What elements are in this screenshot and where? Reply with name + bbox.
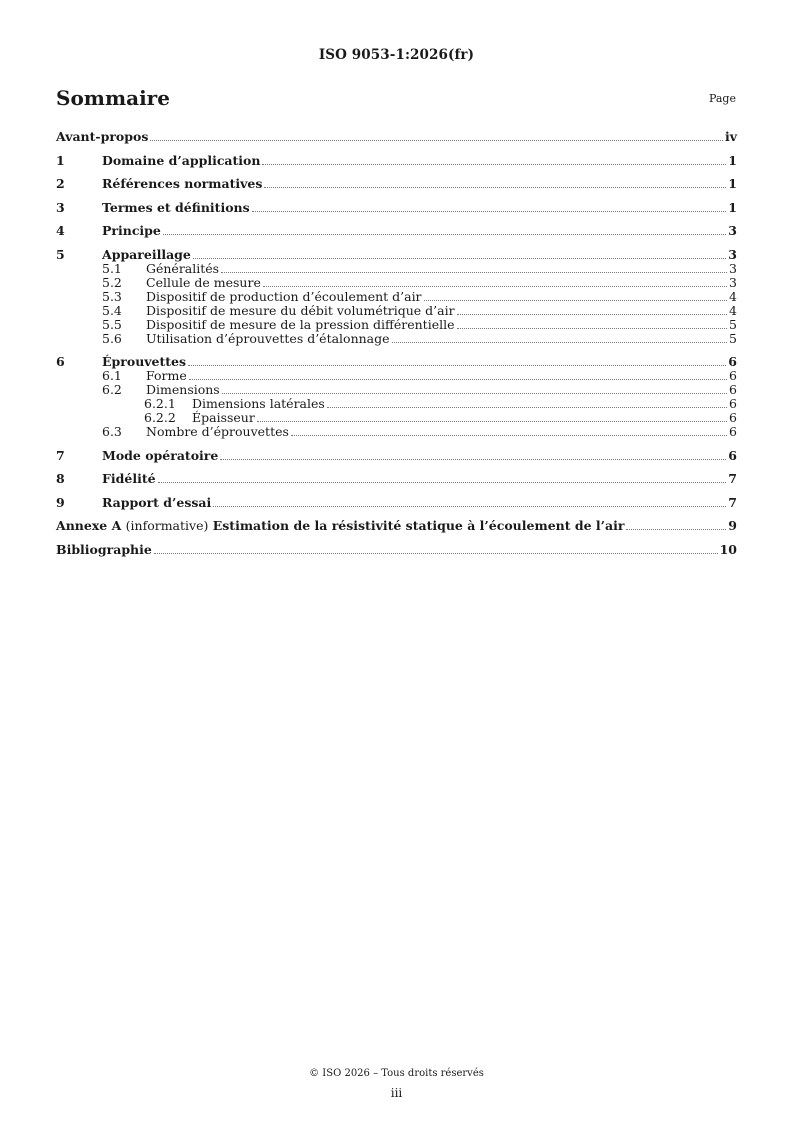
toc-entry-page: 3 <box>729 260 737 276</box>
toc-entry-number: 9 <box>56 494 65 510</box>
dot-leader <box>263 285 727 287</box>
toc-entry-7[interactable] <box>56 449 737 463</box>
toc-entry-page: 7 <box>728 471 737 486</box>
toc-entry-number: 5.4 <box>102 302 122 318</box>
dot-leader <box>158 481 727 483</box>
toc-entry-5-6[interactable] <box>56 332 737 346</box>
toc-entry-page: 6 <box>729 368 737 383</box>
toc-title: Sommaire <box>56 86 170 110</box>
toc-entry-page: 3 <box>728 223 737 238</box>
toc-entry-5-1[interactable] <box>56 262 737 276</box>
toc-entry-title: Dimensions latérales <box>192 396 325 411</box>
toc-entry-page: 1 <box>728 152 737 168</box>
toc-entry-page: 6 <box>729 424 737 439</box>
toc-entry-title: Bibliographie <box>56 541 152 557</box>
toc-entry-number: 6.2.2 <box>144 410 176 425</box>
toc-entry-title: Dispositif de mesure de la pression différentielle <box>146 316 455 332</box>
toc-entry-6-2[interactable] <box>56 383 737 397</box>
dot-leader <box>154 552 718 554</box>
table-of-contents <box>56 130 737 557</box>
dot-leader <box>221 271 727 273</box>
annex-note: (informative) <box>125 518 209 533</box>
dot-leader <box>457 327 728 329</box>
toc-entry-page: 5 <box>729 316 737 332</box>
dot-leader <box>424 299 728 301</box>
toc-entry-title: Nombre d’éprouvettes <box>146 424 289 439</box>
toc-entry-title: Éprouvettes <box>102 354 187 369</box>
dot-leader <box>222 392 727 394</box>
toc-entry-2[interactable] <box>56 177 737 191</box>
dot-leader <box>213 505 726 507</box>
toc-entry-number: 6.2.1 <box>144 396 176 411</box>
toc-entry-6-3[interactable] <box>56 425 737 439</box>
toc-entry-page: iv <box>724 129 737 144</box>
dot-leader <box>188 364 726 366</box>
toc-entry-page: 1 <box>728 176 737 191</box>
toc-entry-title: Cellule de mesure <box>146 274 261 290</box>
toc-entry-number: 7 <box>56 447 65 463</box>
dot-leader <box>193 257 726 259</box>
toc-entry-number: 3 <box>56 199 65 215</box>
toc-entry-page: 4 <box>729 288 737 304</box>
page-column-label: Page <box>708 92 736 105</box>
toc-entry-title: Appareillage <box>102 246 191 262</box>
toc-entry-title <box>56 519 624 533</box>
toc-entry-page: 9 <box>728 518 737 533</box>
toc-entry-number: 5.1 <box>102 260 122 276</box>
toc-entry-page: 6 <box>728 447 737 463</box>
toc-entry-5-5[interactable] <box>56 318 737 332</box>
toc-entry-page: 3 <box>729 274 737 290</box>
dot-leader <box>220 458 726 460</box>
annex-title: Estimation de la résistivité statique à l’écoulement de l’air <box>212 518 625 533</box>
toc-entry-page: 6 <box>729 410 737 425</box>
toc-entry-title: Avant-propos <box>56 129 149 144</box>
toc-entry-5-3[interactable] <box>56 290 737 304</box>
dot-leader <box>327 406 727 408</box>
dot-leader <box>252 210 727 212</box>
toc-entry-title: Mode opératoire <box>102 447 219 463</box>
toc-entry-title: Épaisseur <box>192 410 255 425</box>
toc-entry-page: 1 <box>728 199 737 215</box>
dot-leader <box>457 313 727 315</box>
toc-entry-number: 5 <box>56 246 65 262</box>
toc-entry-5-4[interactable] <box>56 304 737 318</box>
toc-entry-6-1[interactable] <box>56 369 737 383</box>
dot-leader <box>264 186 726 188</box>
toc-entry-6-2-1[interactable] <box>56 397 737 411</box>
dot-leader <box>262 163 726 165</box>
toc-entry-annex-a[interactable] <box>56 519 737 533</box>
toc-entry-avant-propos[interactable] <box>56 130 737 144</box>
toc-entry-number: 5.3 <box>102 288 122 304</box>
toc-entry-page: 3 <box>728 246 737 262</box>
document-header: ISO 9053-1:2026(fr) <box>318 47 475 63</box>
dot-leader <box>392 341 728 343</box>
toc-entry-title: Références normatives <box>102 176 263 191</box>
toc-entry-number: 8 <box>56 471 65 486</box>
toc-entry-9[interactable] <box>56 496 737 510</box>
toc-entry-bibliographie[interactable] <box>56 543 737 557</box>
toc-entry-5-2[interactable] <box>56 276 737 290</box>
dot-leader <box>163 233 726 235</box>
toc-entry-number: 5.6 <box>102 330 122 346</box>
toc-entry-title: Généralités <box>146 260 220 276</box>
toc-entry-page: 6 <box>729 382 737 397</box>
toc-entry-title: Rapport d’essai <box>102 494 212 510</box>
toc-entry-page: 6 <box>729 396 737 411</box>
toc-entry-title: Forme <box>146 368 187 383</box>
dot-leader <box>189 378 727 380</box>
toc-entry-title: Fidélité <box>102 471 156 486</box>
toc-entry-number: 6 <box>56 354 65 369</box>
toc-entry-number: 6.2 <box>102 382 122 397</box>
toc-entry-title: Dimensions <box>146 382 220 397</box>
toc-entry-number: 2 <box>56 176 65 191</box>
toc-entry-6[interactable] <box>56 355 737 369</box>
toc-entry-number: 4 <box>56 223 65 238</box>
toc-entry-page: 7 <box>728 494 737 510</box>
toc-entry-page: 10 <box>719 541 737 557</box>
toc-entry-title: Domaine d’application <box>102 152 261 168</box>
dot-leader <box>150 139 723 141</box>
toc-entry-title: Dispositif de production d’écoulement d’air <box>146 288 422 304</box>
dot-leader <box>257 420 727 422</box>
page-number: iii <box>390 1086 403 1100</box>
toc-entry-number: 5.2 <box>102 274 122 290</box>
dot-leader <box>626 528 726 530</box>
dot-leader <box>291 434 727 436</box>
toc-entry-page: 6 <box>728 354 737 369</box>
toc-entry-3[interactable] <box>56 201 737 215</box>
toc-entry-8[interactable] <box>56 472 737 486</box>
toc-entry-page: 4 <box>729 302 737 318</box>
copyright-notice: © ISO 2026 – Tous droits réservés <box>309 1068 484 1079</box>
toc-entry-title: Dispositif de mesure du débit volumétrique d’air <box>146 302 455 318</box>
toc-entry-page: 5 <box>729 330 737 346</box>
toc-entry-6-2-2[interactable] <box>56 411 737 425</box>
toc-entry-title: Principe <box>102 223 161 238</box>
toc-entry-4[interactable] <box>56 224 737 238</box>
toc-entry-number: 5.5 <box>102 316 122 332</box>
toc-entry-1[interactable] <box>56 154 737 168</box>
toc-entry-number: 1 <box>56 152 65 168</box>
toc-entry-title: Termes et définitions <box>102 199 250 215</box>
toc-entry-title: Utilisation d’éprouvettes d’étalonnage <box>146 330 390 346</box>
toc-entry-number: 6.1 <box>102 368 122 383</box>
toc-entry-number: 6.3 <box>102 424 122 439</box>
toc-entry-5[interactable] <box>56 248 737 262</box>
annex-prefix: Annexe A <box>56 518 122 533</box>
